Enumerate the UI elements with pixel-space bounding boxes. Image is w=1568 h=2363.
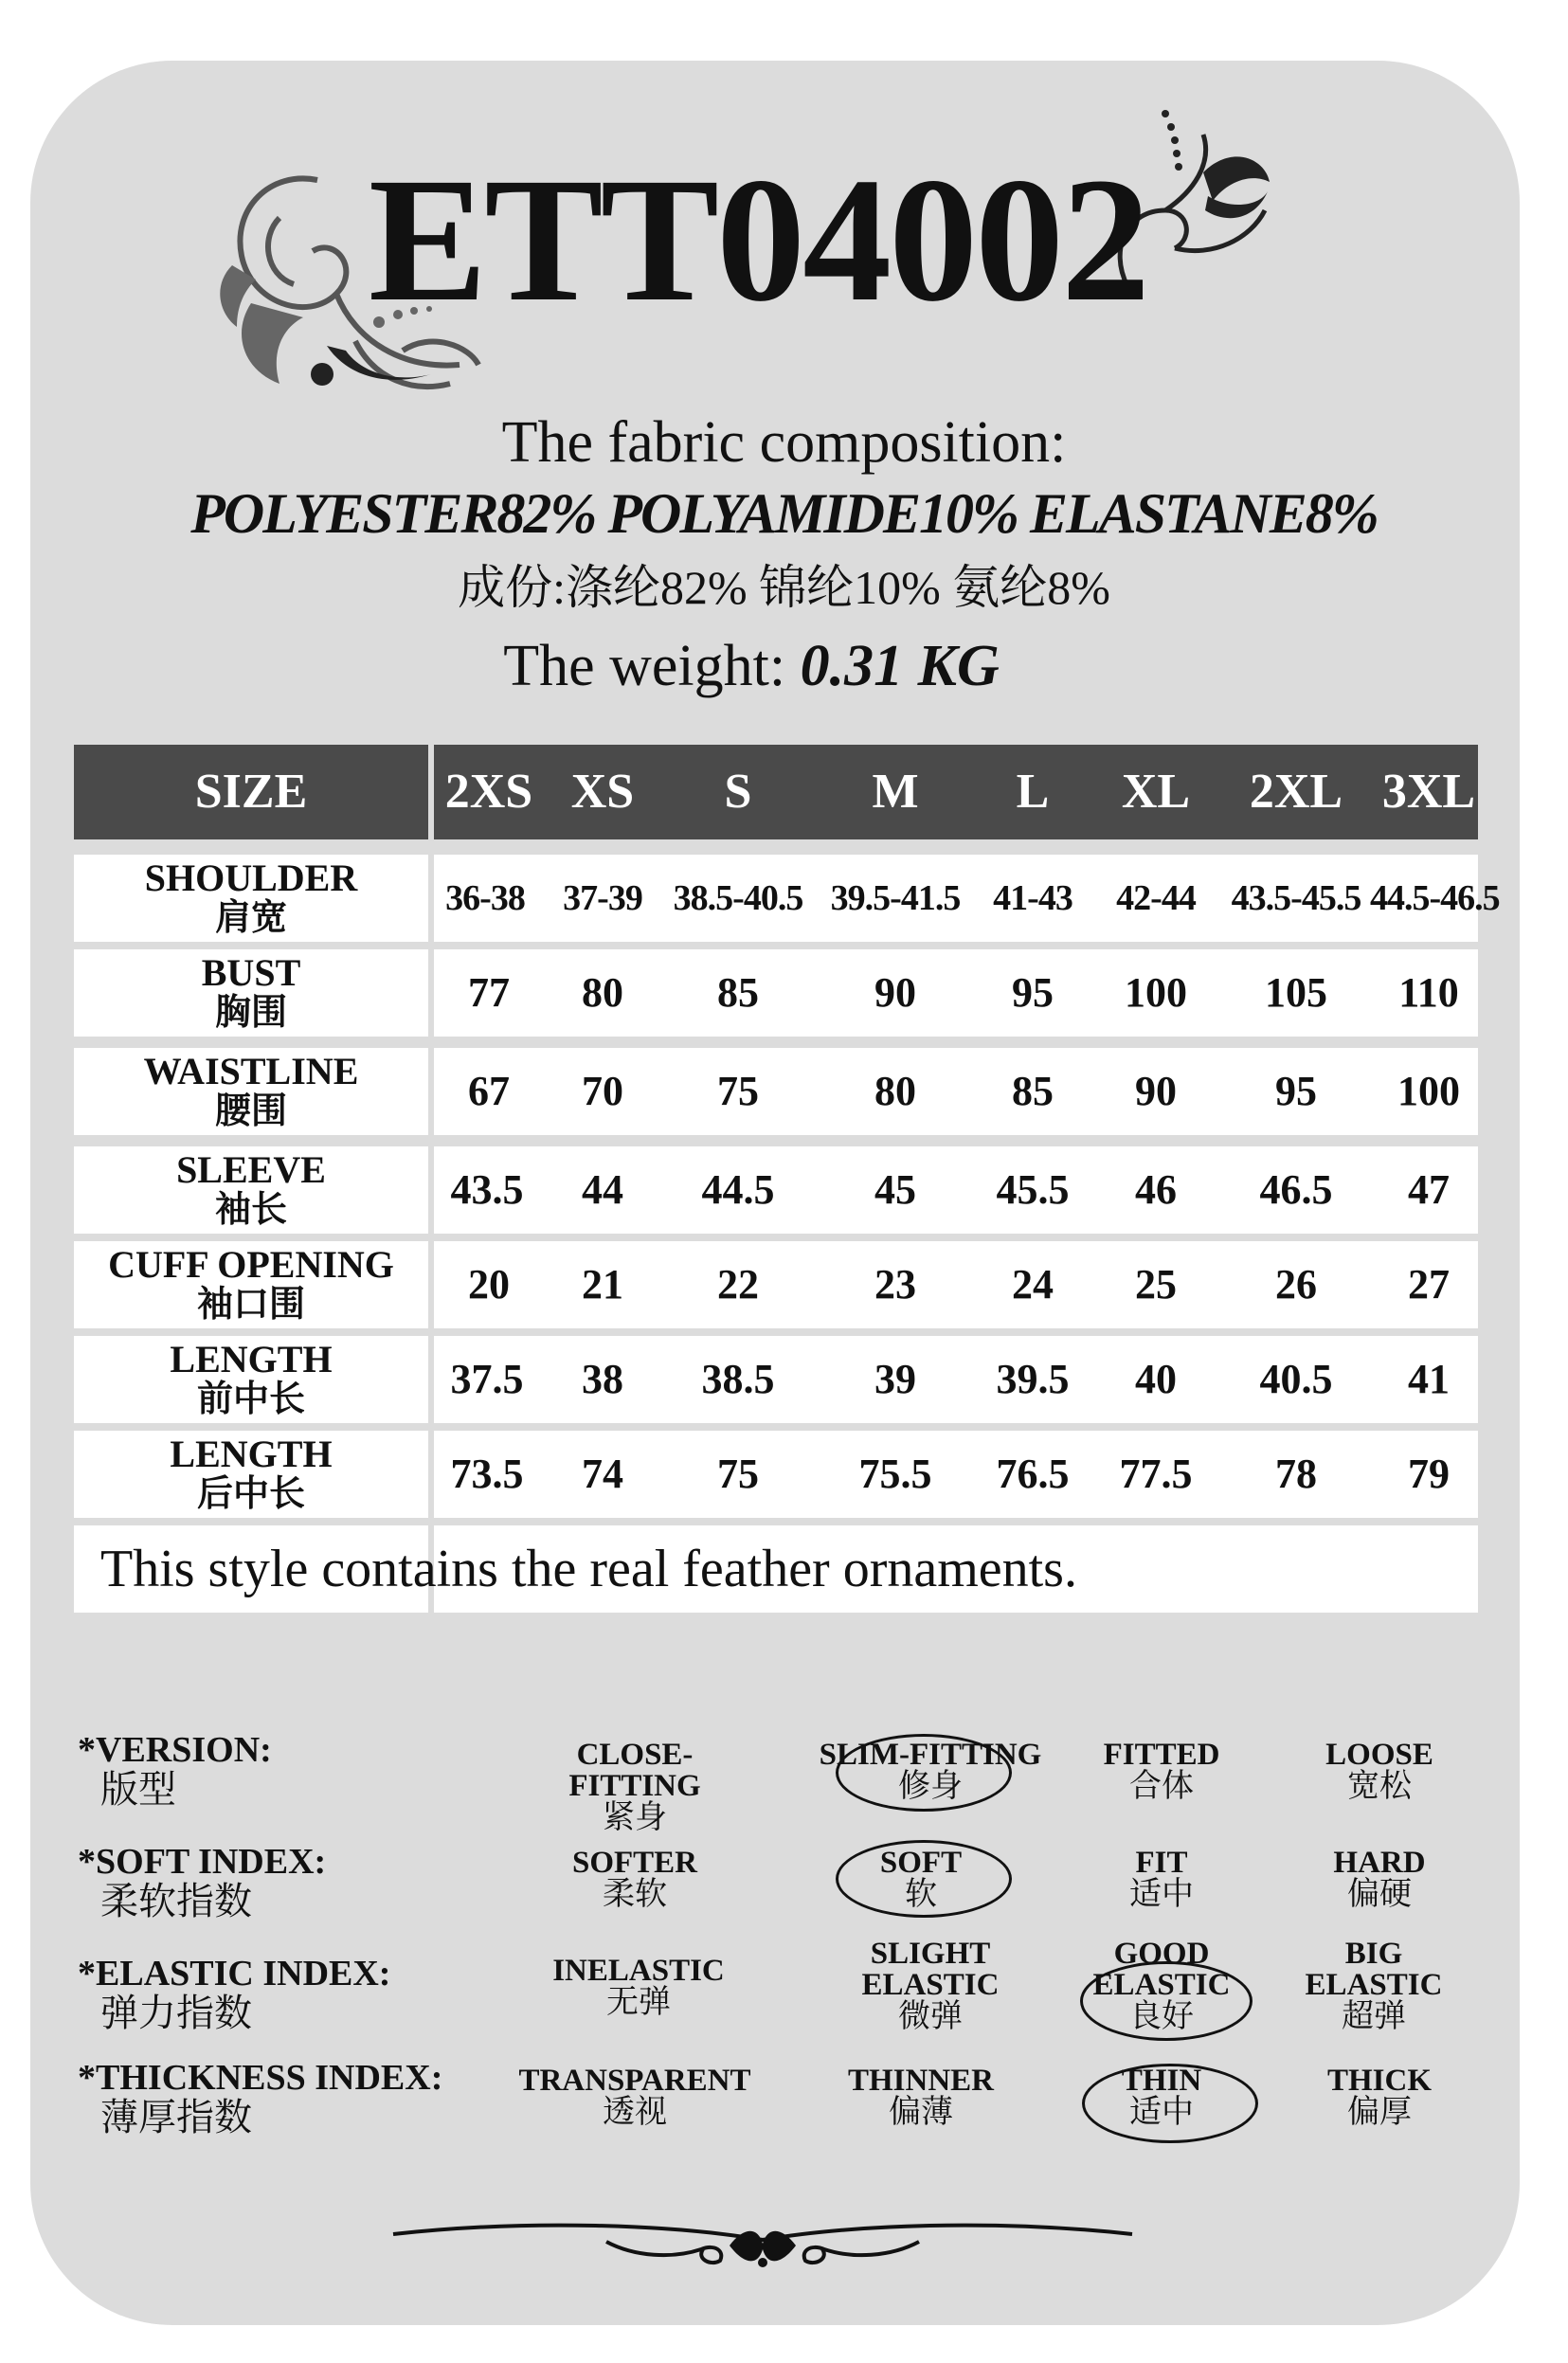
elastic-option: SLIGHT ELASTIC 微弹 [861, 1937, 1000, 2034]
soft-option-selected: SOFT 软 [879, 1846, 963, 1912]
row-label-en: SHOULDER [144, 857, 358, 899]
table-cell: 73.5 [450, 1451, 524, 1497]
table-row [74, 1336, 1478, 1423]
table-cell: 37-39 [563, 878, 642, 918]
selection-circle-icon [836, 1840, 1012, 1918]
thickness-index-label [78, 2058, 442, 2138]
row-label [74, 1431, 428, 1518]
table-cell: 90 [1135, 1068, 1177, 1114]
size-col-header: S [724, 765, 752, 819]
table-row [74, 949, 1478, 1037]
version-option: FITTED 合体 [1103, 1738, 1220, 1804]
thickness-option: THINNER 偏薄 [847, 2064, 995, 2130]
elastic-option-selected: GOOD ELASTIC 良好 [1092, 1937, 1231, 2034]
table-cell: 43.5 [450, 1166, 524, 1213]
size-col-header: 2XS [444, 765, 533, 819]
soft-option: FIT 适中 [1129, 1846, 1194, 1912]
row-label-cn: 肩宽 [214, 898, 287, 938]
weight-value: 0.31 KG [800, 634, 1000, 698]
elastic-option: BIG ELASTIC 超弹 [1305, 1937, 1443, 2034]
thickness-option: TRANSPARENT 透视 [518, 2064, 751, 2130]
elastic-index-label-cn: 弹力指数 [100, 1992, 252, 2034]
table-cell: 74 [582, 1451, 623, 1497]
size-col-header: 2XL [1249, 765, 1343, 819]
table-cell: 36-38 [445, 878, 525, 918]
table-row [74, 855, 1500, 942]
size-table-header [74, 745, 1478, 839]
table-cell: 70 [582, 1068, 623, 1114]
row-label-cn: 胸围 [214, 993, 287, 1033]
row-label-cn: 袖长 [214, 1190, 287, 1230]
table-cell: 78 [1275, 1451, 1317, 1497]
table-cell: 40 [1135, 1356, 1177, 1402]
selection-circle-icon [836, 1734, 1012, 1812]
table-cell: 37.5 [450, 1356, 524, 1402]
table-cell: 41 [1408, 1356, 1450, 1402]
elastic-index-label-en: *ELASTIC INDEX: [78, 1954, 391, 1993]
table-cell: 105 [1265, 969, 1327, 1016]
table-cell: 38.5-40.5 [673, 878, 803, 918]
table-cell: 85 [1012, 1068, 1054, 1114]
table-cell: 21 [582, 1261, 623, 1308]
table-cell: 39.5-41.5 [830, 878, 961, 918]
table-cell: 80 [582, 969, 623, 1016]
soft-index-label [78, 1842, 326, 1921]
table-cell: 25 [1135, 1261, 1177, 1308]
soft-option: SOFTER 柔软 [571, 1846, 698, 1912]
soft-index-label-en: *SOFT INDEX: [78, 1842, 327, 1882]
table-cell: 80 [874, 1068, 916, 1114]
table-cell: 44.5-46.5 [1370, 878, 1500, 918]
version-option: CLOSE-FITTING 紧身 [568, 1738, 701, 1835]
table-cell: 90 [874, 969, 916, 1016]
fabric-composition-en: POLYESTER82% POLYAMIDE10% ELASTANE8% [190, 482, 1378, 545]
table-cell: 44.5 [701, 1166, 775, 1213]
size-col-header: L [1016, 765, 1050, 819]
table-cell: 40.5 [1259, 1356, 1333, 1402]
table-cell: 77.5 [1119, 1451, 1193, 1497]
table-cell: 110 [1398, 969, 1459, 1016]
table-cell: 77 [468, 969, 510, 1016]
size-header-label: SIZE [194, 765, 308, 819]
row-label-en: BUST [201, 951, 301, 994]
version-option-selected: SLIM-FITTING 修身 [819, 1738, 1042, 1804]
version-option: LOOSE 宽松 [1325, 1738, 1433, 1804]
row-label-cn: 袖口围 [196, 1285, 305, 1325]
table-cell: 39.5 [996, 1356, 1070, 1402]
table-cell: 39 [874, 1356, 916, 1402]
table-cell: 46.5 [1259, 1166, 1333, 1213]
table-cell: 43.5-45.5 [1231, 878, 1361, 918]
size-col-header: 3XL [1381, 765, 1476, 819]
row-label-cn: 腰围 [214, 1091, 287, 1131]
table-cell: 20 [468, 1261, 510, 1308]
row-label-en: LENGTH [170, 1433, 333, 1475]
table-cell: 75.5 [858, 1451, 932, 1497]
row-label [74, 1146, 428, 1234]
thickness-option-selected: THIN 适中 [1121, 2064, 1202, 2130]
table-row [74, 1241, 1478, 1328]
table-cell: 75 [717, 1451, 759, 1497]
selection-circle-icon [1082, 2064, 1258, 2143]
table-cell: 22 [717, 1261, 759, 1308]
table-cell: 100 [1397, 1068, 1460, 1114]
product-code-title: ETT04002 [368, 140, 1148, 338]
version-label-cn: 版型 [100, 1768, 176, 1811]
table-cell: 79 [1408, 1451, 1450, 1497]
row-label-cn: 后中长 [196, 1474, 305, 1514]
elastic-index-label [78, 1954, 390, 2033]
table-cell: 75 [717, 1068, 759, 1114]
table-row [74, 1146, 1478, 1234]
fabric-weight [0, 633, 1503, 700]
row-label-en: SLEEVE [176, 1148, 326, 1191]
fabric-composition-cn: 成份:涤纶82% 锦纶10% 氨纶8% [458, 561, 1110, 614]
table-note-row [74, 1525, 1478, 1613]
selection-circle-icon [1080, 1961, 1253, 2041]
row-label-cn: 前中长 [196, 1380, 305, 1419]
table-cell: 95 [1275, 1068, 1317, 1114]
table-cell: 45.5 [996, 1166, 1070, 1213]
table-cell: 42-44 [1116, 878, 1196, 918]
table-cell: 26 [1275, 1261, 1317, 1308]
table-cell: 45 [874, 1166, 916, 1213]
table-cell: 27 [1408, 1261, 1450, 1308]
table-cell: 95 [1012, 969, 1054, 1016]
version-label-en: *VERSION: [78, 1730, 272, 1770]
row-label-en: LENGTH [170, 1338, 333, 1380]
table-cell: 24 [1012, 1261, 1054, 1308]
table-cell: 23 [874, 1261, 916, 1308]
size-col-header: M [872, 765, 919, 819]
row-label-en: CUFF OPENING [108, 1243, 394, 1286]
fabric-composition-heading: The fabric composition: [501, 410, 1067, 475]
footer-scroll-ornament-icon [388, 2208, 1137, 2274]
thickness-option: THICK 偏厚 [1326, 2064, 1433, 2130]
feather-note: This style contains the real feather ornaments. [100, 1540, 1077, 1598]
row-label-en: WAISTLINE [143, 1050, 359, 1092]
row-label [74, 1048, 428, 1135]
table-cell: 38 [582, 1356, 623, 1402]
table-cell: 44 [582, 1166, 623, 1213]
weight-label: The weight: [503, 634, 786, 698]
table-cell: 41-43 [993, 878, 1072, 918]
table-cell: 100 [1125, 969, 1187, 1016]
soft-option: HARD 偏硬 [1333, 1846, 1426, 1912]
thickness-index-label-en: *THICKNESS INDEX: [78, 2058, 443, 2098]
thickness-index-label-cn: 薄厚指数 [100, 2096, 252, 2138]
table-cell: 38.5 [701, 1356, 775, 1402]
table-cell: 85 [717, 969, 759, 1016]
size-col-header: XL [1121, 765, 1191, 819]
table-row [74, 1431, 1478, 1518]
table-cell: 67 [468, 1068, 510, 1114]
row-label [74, 1241, 428, 1328]
row-label [74, 1336, 428, 1423]
table-row [74, 1048, 1478, 1135]
version-label [78, 1730, 272, 1810]
table-cell: 76.5 [996, 1451, 1070, 1497]
table-cell: 47 [1408, 1166, 1450, 1213]
soft-index-label-cn: 柔软指数 [100, 1880, 252, 1922]
size-col-header: XS [570, 765, 635, 819]
row-label [74, 855, 428, 942]
table-cell: 46 [1135, 1166, 1177, 1213]
elastic-option: INELASTIC 无弹 [552, 1954, 725, 2020]
row-label [74, 949, 428, 1037]
